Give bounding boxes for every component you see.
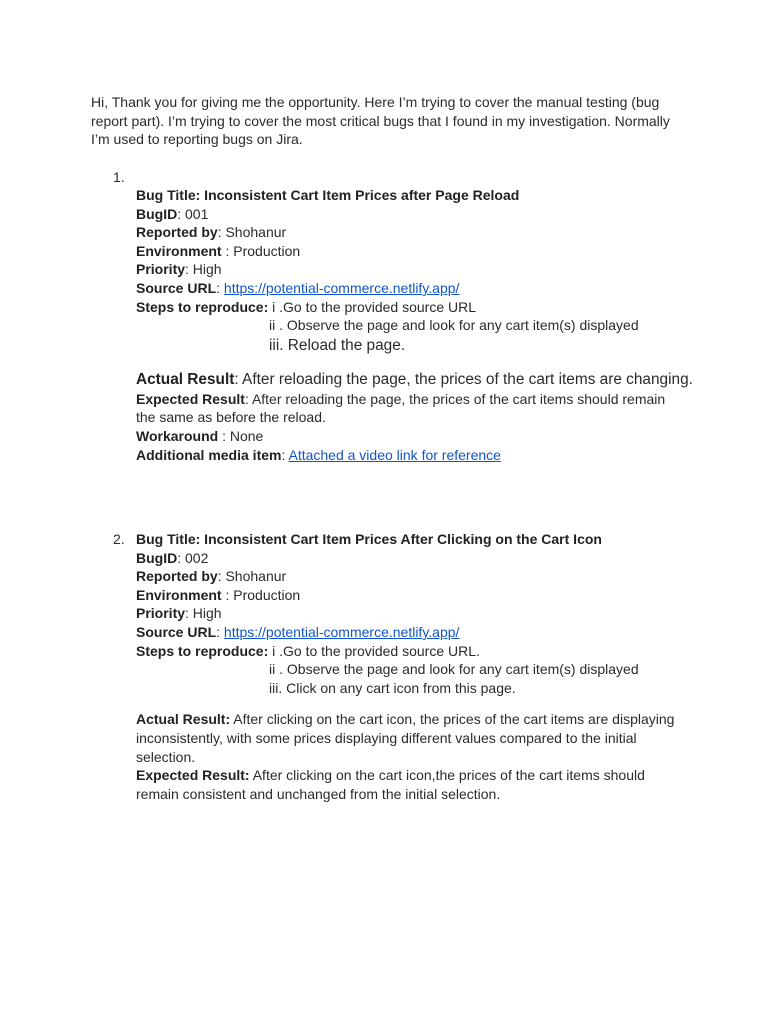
source-url-link[interactable]: https://potential-commerce.netlify.app/	[223, 623, 460, 640]
bug-title-row	[136, 186, 696, 205]
step-1: i .Go to the provided source URL.	[268, 642, 480, 659]
video-reference-link[interactable]: Attached a video link for reference	[288, 446, 501, 463]
reported-by-row	[136, 567, 696, 586]
environment-label: Environment	[136, 242, 222, 259]
environment: : Production	[221, 242, 301, 259]
priority-label: Priority	[136, 261, 186, 278]
source-url-separator: :	[216, 623, 224, 640]
actual-result-row	[136, 710, 676, 766]
environment-row	[136, 242, 696, 261]
reported-by-label: Reported by	[136, 224, 218, 241]
actual-result-label: Actual Result:	[136, 711, 231, 728]
bug-title-row	[136, 530, 696, 549]
expected-result-row	[136, 390, 666, 427]
bug-id: : 002	[177, 549, 209, 566]
step-2: ii . Observe the page and look for any cart item(s) displayed	[269, 661, 639, 678]
source-url-label: Source URL	[136, 623, 217, 640]
expected-result: : After reloading the page, the prices of the cart items should remain the same as before the reload.	[136, 390, 666, 426]
priority: : High	[185, 261, 222, 278]
bug-2-report	[136, 530, 696, 803]
expected-result-label: Expected Result	[136, 390, 245, 407]
bug-id-label: BugID	[136, 205, 178, 222]
environment-label: Environment	[136, 586, 222, 603]
step-2: ii . Observe the page and look for any cart item(s) displayed	[269, 317, 639, 334]
actual-result: : After reloading the page, the prices of the cart items are changing.	[234, 370, 693, 388]
bug-title: Bug Title: Inconsistent Cart Item Prices After Clicking on the Cart Icon	[136, 531, 602, 547]
reported-by-label: Reported by	[136, 568, 218, 585]
media-separator: :	[281, 446, 289, 463]
steps-label: Steps to reproduce:	[136, 642, 269, 659]
bug-title-label: Bug Title:	[136, 187, 201, 203]
source-url-row	[136, 279, 696, 298]
bug-2-number: 2.	[113, 531, 125, 547]
media-label: Additional media item	[136, 446, 282, 463]
expected-result-row	[136, 766, 666, 803]
priority: : High	[185, 605, 222, 622]
reported-by: : Shohanur	[217, 224, 287, 241]
bug-id-row	[136, 549, 696, 568]
bug-1-number: 1.	[113, 169, 125, 185]
priority-row	[136, 260, 696, 279]
step-3: iii. Reload the page.	[269, 336, 406, 354]
bug-id: : 001	[177, 205, 209, 222]
bug-id-row	[136, 205, 696, 224]
steps-row	[136, 298, 696, 317]
expected-result: After clicking on the cart icon,the prices of the cart items should remain consistent and unchanged from the initial selection.	[136, 767, 645, 802]
step-3: iii. Click on any cart icon from this page.	[269, 679, 516, 696]
bug-id-label: BugID	[136, 549, 178, 566]
workaround: : None	[218, 427, 264, 444]
bug-1-report	[136, 186, 696, 464]
priority-row	[136, 604, 696, 623]
steps-row	[136, 642, 696, 661]
workaround-row	[136, 427, 696, 446]
reported-by-row	[136, 223, 696, 242]
environment-row	[136, 586, 696, 605]
source-url-link[interactable]: https://potential-commerce.netlify.app/	[223, 279, 460, 296]
expected-result-label: Expected Result:	[136, 767, 250, 784]
actual-result: After clicking on the cart icon, the prices of the cart items are displaying inconsistently, with some prices displaying different values compared to the initial selection.	[136, 711, 675, 765]
actual-result-label: Actual Result	[136, 370, 235, 388]
media-row	[136, 446, 696, 465]
intro-paragraph: Hi, Thank you for giving me the opportunity. Here I’m trying to cover the manual testing (bug report part). I’m trying to cover the most critical bugs that I found in my investigation. Normally I’m used to reporting bugs on Jira.	[91, 94, 670, 148]
source-url-separator: :	[216, 279, 224, 296]
environment: : Production	[221, 586, 301, 603]
source-url-row	[136, 623, 696, 642]
actual-result-row	[136, 369, 696, 390]
source-url-label: Source URL	[136, 279, 217, 296]
workaround-label: Workaround	[136, 427, 219, 444]
step-1: i .Go to the provided source URL	[268, 298, 477, 315]
reported-by: : Shohanur	[217, 568, 287, 585]
bug-title: Inconsistent Cart Item Prices after Page Reload	[200, 187, 520, 203]
priority-label: Priority	[136, 605, 186, 622]
steps-label: Steps to reproduce:	[136, 298, 269, 315]
